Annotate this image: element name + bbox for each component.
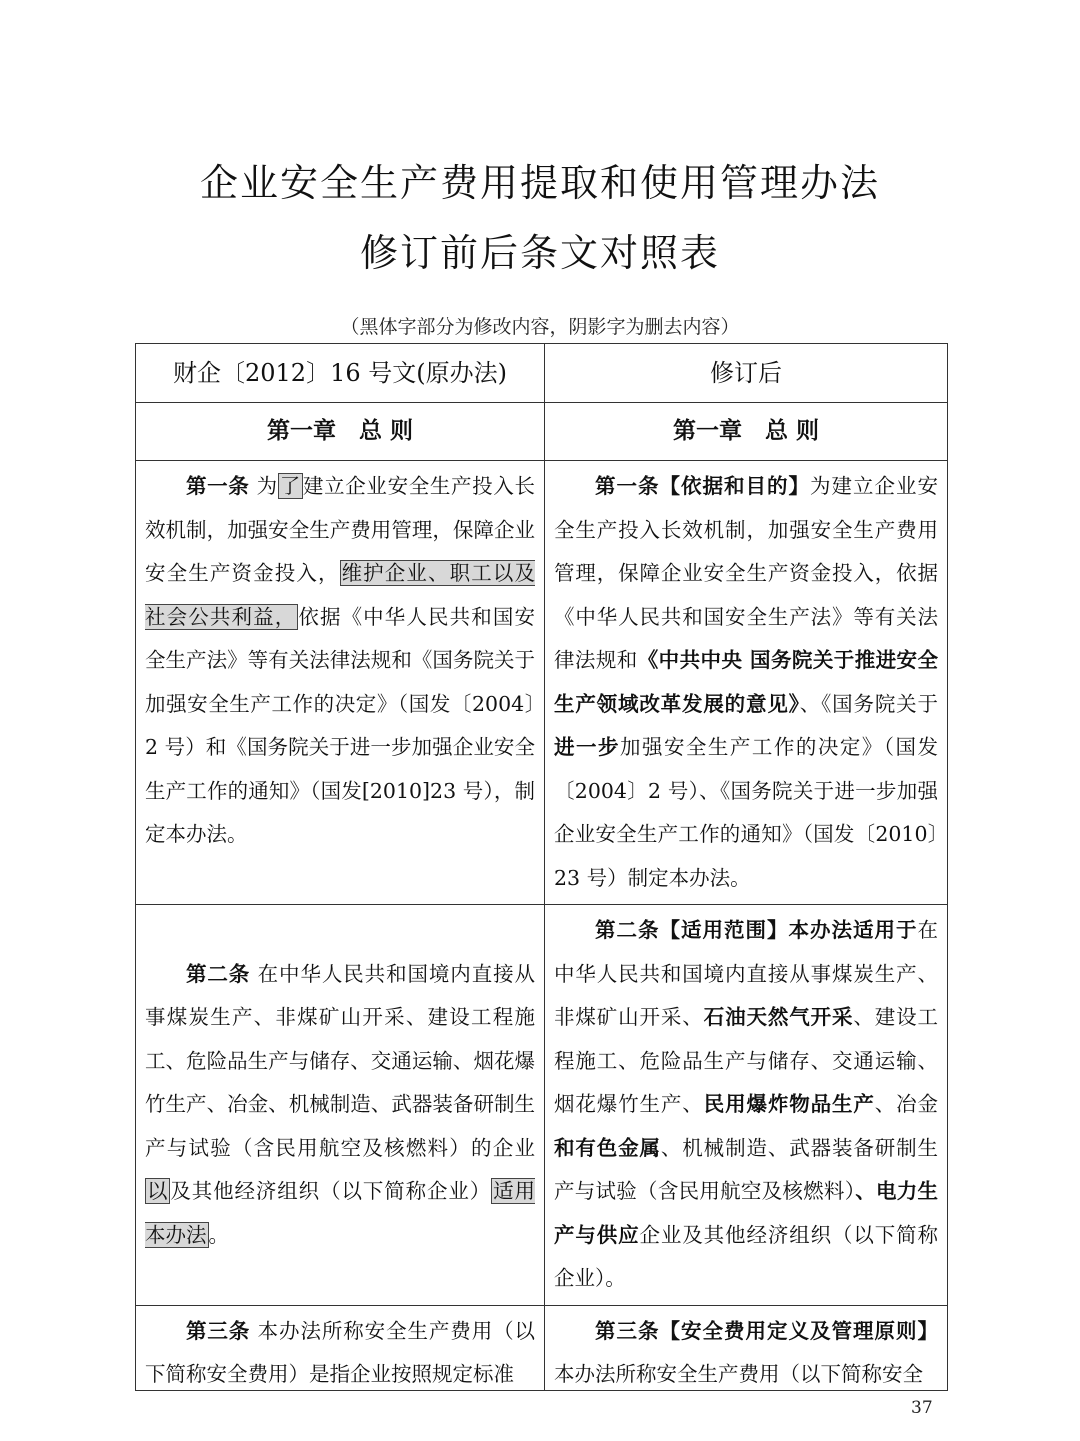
modified-text: 《中共中央 国务院关于推进安全生产领域改革发展的意见》 [554,648,938,716]
chapter-revised: 第一章 总 则 [545,403,948,461]
chapter-row [136,403,948,461]
article-3-original: 第三条 本办法所称安全生产费用（以下简称安全费用）是指企业按照规定标准 [136,1305,545,1390]
deleted-text: 以 [147,1179,169,1203]
table-header-row [136,344,948,403]
deleted-text: 了 [279,474,301,498]
article-2-original: 第二条 在中华人民共和国境内直接从事煤炭生产、非煤矿山开采、建设工程施工、危险品生产与储存、交通运输、烟花爆竹生产、冶金、机械制造、武器装备研制生产与试验（含民用航空及核燃料）的企业以及其他经济组织（以下简称企业）适用本办法。 [136,905,545,1306]
modified-text: 和有色金属 [554,1135,661,1160]
article-2-revised: 第二条【适用范围】本办法适用于在中华人民共和国境内直接从事煤炭生产、非煤矿山开采、石油天然气开采、建设工程施工、危险品生产与储存、交通运输、烟花爆竹生产、民用爆炸物品生产、冶金和有色金属、机械制造、武器装备研制生产与试验（含民用航空及核燃料）、电力生产与供应企业及其他经济组织（以下简称企业）。 [545,905,948,1306]
article-label: 第三条【安全费用定义及管理原则】 [595,1318,938,1343]
article-3-revised: 第三条【安全费用定义及管理原则】本办法所称安全生产费用（以下简称安全 [545,1305,948,1390]
modified-text: 石油天然气开采 [703,1005,854,1029]
legend-note: （黑体字部分为修改内容，阴影字为删去内容） [340,316,740,338]
header-original: 财企〔2012〕16 号文(原办法) [136,344,545,403]
deleted-text: 维护企业、职工以及社会公共利益， [145,561,536,629]
modified-text: 、电力生产与供应 [554,1179,939,1247]
document-title: 企业安全生产费用提取和使用管理办法 [199,161,880,205]
page-number: 37 [911,1398,933,1418]
document-subtitle: 修订前后条文对照表 [359,231,720,275]
modified-text: 进一步 [554,735,620,759]
header-revised: 修订后 [545,344,948,403]
article-1-original: 第一条 为了建立企业安全生产投入长效机制，加强安全生产费用管理，保障企业安全生产资金投入，维护企业、职工以及社会公共利益，依据《中华人民共和国安全生产法》等有关法律法规和《国务院关于加强安全生产工作的决定》（国发〔2004〕2 号）和《国务院关于进一步加强企业安全生产工作的通知》（国发[2010]23 号），制定本办法。 [136,461,545,905]
chapter-original: 第一章 总 则 [136,403,545,461]
article-label: 第二条 [186,961,251,986]
article-label: 第二条【适用范围】本办法适用于 [595,918,918,942]
article-label: 第一条 [186,474,250,498]
deleted-text: 适用本办法 [145,1179,536,1247]
table-row [136,461,948,905]
table-row [136,1305,948,1390]
modified-text: 民用爆炸物品生产 [703,1092,875,1116]
article-label: 第一条【依据和目的】 [595,474,810,498]
article-1-revised: 第一条【依据和目的】为建立企业安全生产投入长效机制，加强安全生产费用管理，保障企业安全生产资金投入，依据《中华人民共和国安全生产法》等有关法律法规和《中共中央 国务院关于推进安全生产领域改革发展的意见》、《国务院关于进一步加强安全生产工作的决定》（国发〔2004〕2 号）、《国务院关于进一步加强企业安全生产工作的通知》（国发〔2010〕23 号）制定本办法。 [545,461,948,905]
table-row [136,905,948,1306]
comparison-table [135,343,948,1391]
article-label: 第三条 [186,1318,251,1343]
